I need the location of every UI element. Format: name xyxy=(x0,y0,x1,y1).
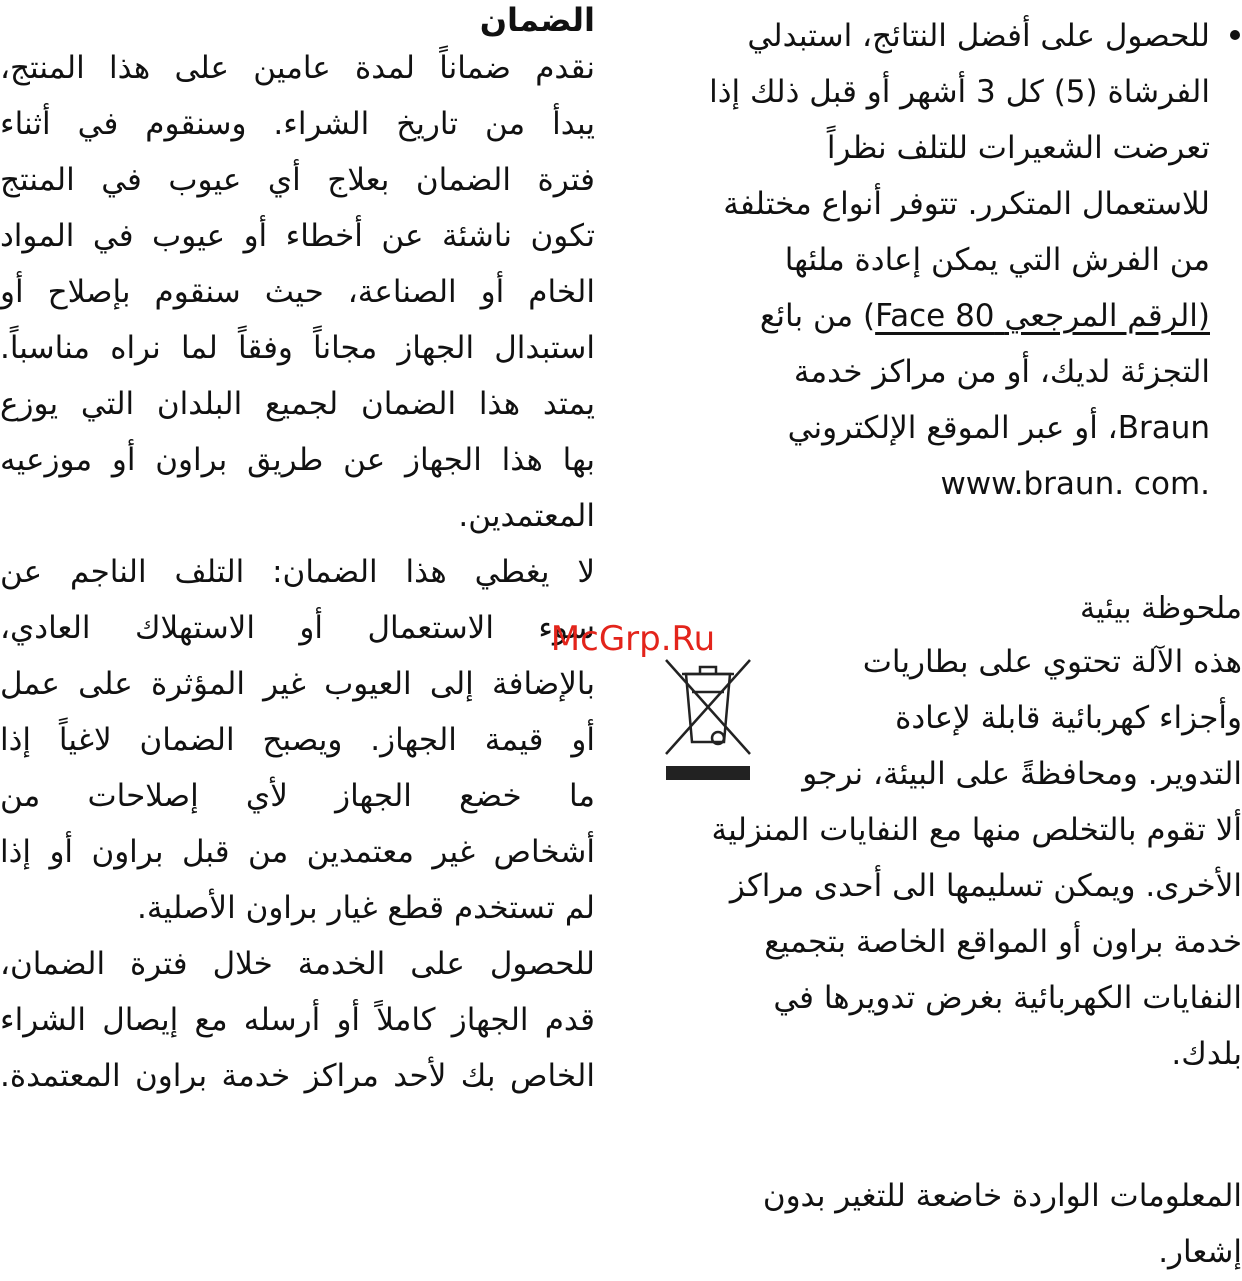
tip-line: للاستعمال المتكرر. تتوفر أنواع مختلفة xyxy=(723,186,1210,222)
warranty-section xyxy=(0,0,595,1104)
env-line: ألا تقوم بالتخلص منها مع النفايات المنزلية xyxy=(711,812,1242,848)
warranty-line: يبدأ من تاريخ الشراء. وسنقوم في أثناء xyxy=(0,106,595,142)
brush-replacement-tip xyxy=(650,0,1210,512)
warranty-line: فترة الضمان بعلاج أي عيوب في المنتج xyxy=(0,162,595,198)
tip-line: للحصول على أفضل النتائج، استبدلي xyxy=(747,18,1210,54)
warranty-line: قدم الجهاز كاملاً أو أرسله مع إيصال الشراء xyxy=(0,1002,595,1038)
tip-line-tail: من بائع xyxy=(759,298,854,334)
env-line: خدمة براون أو المواقع الخاصة بتجميع xyxy=(764,924,1242,960)
warranty-title: الضمان xyxy=(479,1,595,39)
warranty-line: سوء الاستعمال أو الاستهلاك العادي، xyxy=(0,610,595,646)
warranty-line: تكون ناشئة عن أخطاء أو عيوب في المواد xyxy=(0,218,595,254)
tip-line: التجزئة لديك، أو من مراكز خدمة xyxy=(793,354,1210,390)
notice-line: المعلومات الواردة خاضعة للتغير بدون xyxy=(762,1178,1242,1214)
notice-line: إشعار. xyxy=(1158,1234,1242,1270)
warranty-line: استبدال الجهاز مجاناً وفقاً لما نراه مناسباً. xyxy=(0,330,595,366)
env-line: وأجزاء كهربائية قابلة لإعادة xyxy=(895,700,1242,736)
warranty-line: يمتد هذا الضمان لجميع البلدان التي يوزع xyxy=(0,386,595,422)
website-url xyxy=(650,456,1210,512)
change-notice xyxy=(700,1168,1242,1280)
ref-close: ) xyxy=(863,298,876,334)
warranty-line: نقدم ضماناً لمدة عامين على هذا المنتج، xyxy=(0,50,595,86)
tip-line-row xyxy=(650,8,1210,64)
env-line: النفايات الكهربائية بغرض تدويرها في xyxy=(773,980,1242,1016)
env-line: بلدك. xyxy=(1171,1036,1242,1072)
tip-line: الفرشاة (5) كل 3 أشهر أو قبل ذلك إذا xyxy=(709,74,1210,110)
tip-line: تعرضت الشعيرات للتلف نظراً xyxy=(826,130,1210,166)
warranty-line: بالإضافة إلى العيوب غير المؤثرة على عمل xyxy=(0,666,595,702)
ref-code: Face 80 xyxy=(875,298,995,334)
tip-line: Braun، أو عبر الموقع الإلكتروني xyxy=(787,410,1210,446)
warranty-line: لا يغطي هذا الضمان: التلف الناجم عن xyxy=(0,554,595,590)
tip-line: من الفرش التي يمكن إعادة ملئها xyxy=(784,242,1210,278)
watermark: McGrp.Ru xyxy=(550,619,716,659)
ref-label-text: (الرقم المرجعي xyxy=(1004,298,1210,334)
tip-ref-line xyxy=(650,288,1210,344)
warranty-line: أشخاص غير معتمدين من قبل براون أو إذا xyxy=(0,834,595,870)
env-line: التدوير. ومحافظةً على البيئة، نرجو xyxy=(802,756,1242,792)
ref-number-label xyxy=(875,298,1210,334)
bullet-icon xyxy=(1230,30,1240,40)
warranty-line: بها هذا الجهاز عن طريق براون أو موزعيه xyxy=(0,442,595,478)
warranty-line: الخام أو الصناعة، حيث سنقوم بإصلاح أو xyxy=(0,274,595,310)
website-url-text: www.braun. com. xyxy=(940,466,1210,502)
warranty-line: أو قيمة الجهاز. ويصبح الضمان لاغياً إذا xyxy=(0,722,595,758)
warranty-line: للحصول على الخدمة خلال فترة الضمان، xyxy=(0,946,595,982)
warranty-line: لم تستخدم قطع غيار براون الأصلية. xyxy=(137,890,595,926)
warranty-line: الخاص بك لأحد مراكز خدمة براون المعتمدة. xyxy=(0,1058,595,1094)
warranty-line: المعتمدين. xyxy=(458,498,595,534)
env-line: الأخرى. ويمكن تسليمها الى أحدى مراكز xyxy=(729,868,1242,904)
environmental-note-title: ملحوظة بيئية xyxy=(1080,591,1242,626)
crossed-out-bin-icon xyxy=(662,654,754,784)
env-line: هذه الآلة تحتوي على بطاريات xyxy=(862,644,1242,680)
warranty-line: ما خضع الجهاز لأي إصلاحات من xyxy=(0,778,595,814)
